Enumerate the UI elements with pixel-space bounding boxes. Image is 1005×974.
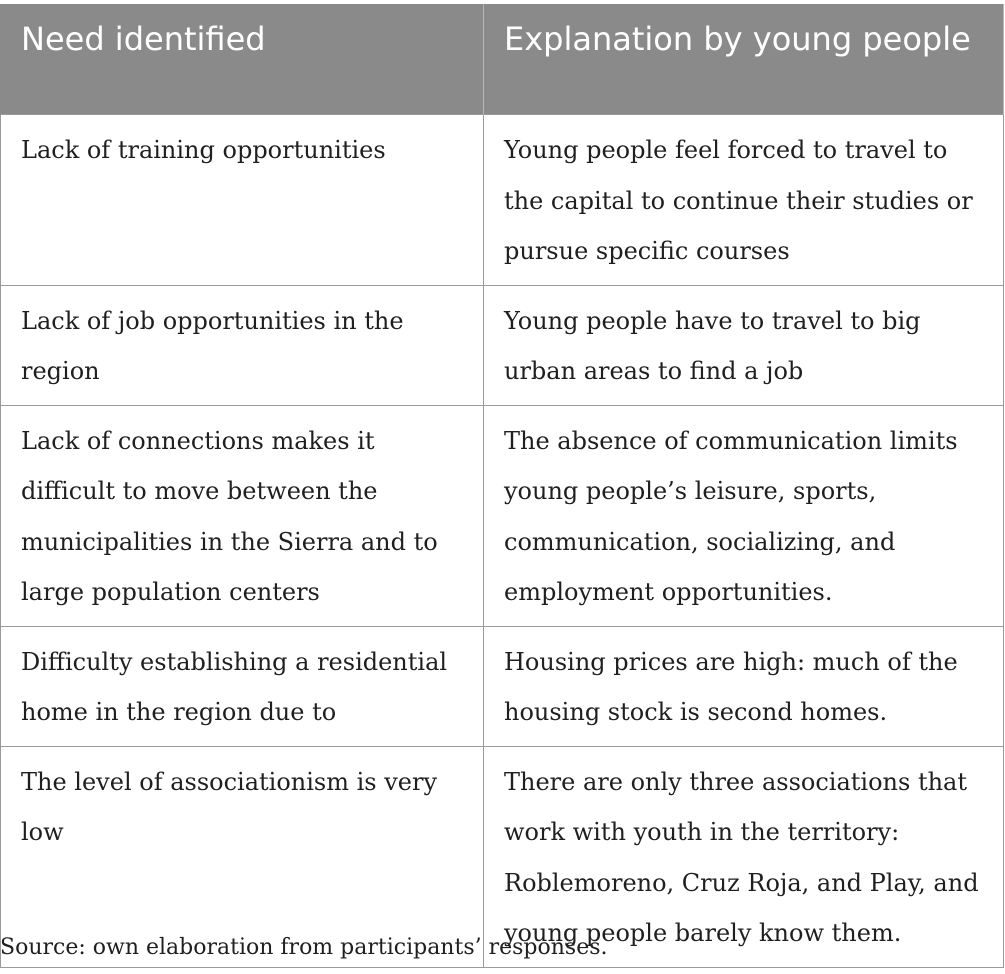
table-row [1,626,1004,746]
header-explanation: Explanation by young people [484,4,1004,115]
table-row [1,115,1004,286]
explanation-cell: There are only three associations that work with youth in the territory: Roblemoreno, Cruz Roja, and Play, and young people barely know them. [484,746,1004,967]
need-cell: The level of associationism is very low [1,746,484,967]
source-note: Source: own elaboration from participants’ responses. [0,935,608,960]
explanation-cell: Young people have to travel to big urban areas to find a job [484,285,1004,405]
explanation-cell: The absence of communication limits young people’s leisure, sports, communication, socializing, and employment opportunities. [484,405,1004,626]
need-cell: Lack of connections makes it difficult to move between the municipalities in the Sierra and to large population centers [1,405,484,626]
need-cell: Lack of training opportunities [1,115,484,286]
explanation-cell: Housing prices are high: much of the housing stock is second homes. [484,626,1004,746]
need-cell: Lack of job opportunities in the region [1,285,484,405]
table-row [1,285,1004,405]
explanation-cell: Young people feel forced to travel to the capital to continue their studies or pursue specific courses [484,115,1004,286]
table-row [1,405,1004,626]
needs-table-container [0,4,1003,968]
needs-table [0,4,1004,968]
table-header-row [1,4,1004,115]
need-cell: Difficulty establishing a residential home in the region due to [1,626,484,746]
header-need-identified: Need identified [1,4,484,115]
